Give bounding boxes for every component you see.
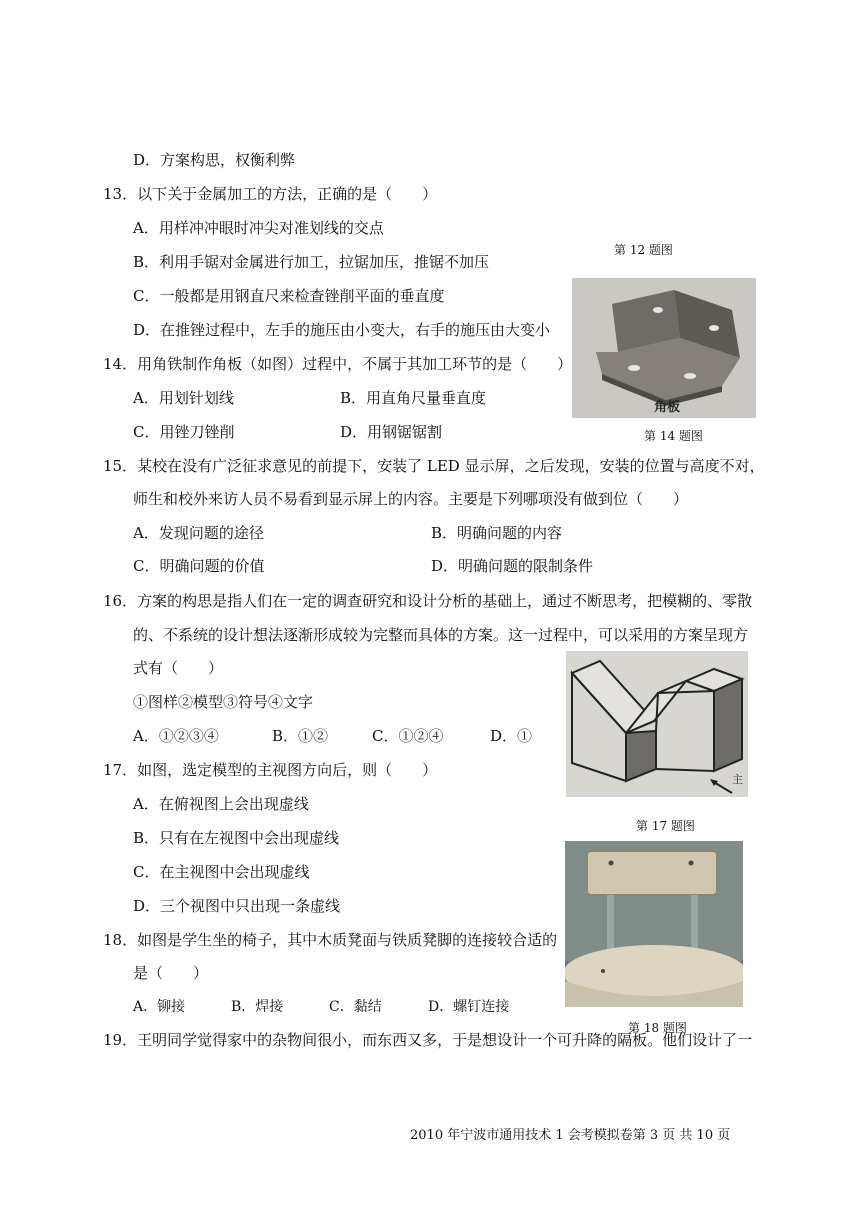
question-18-line-1: 18．如图是学生坐的椅子，其中木质凳面与铁质凳脚的连接较合适的 — [103, 931, 558, 949]
q17-option-c: C．在主视图中会出现虚线 — [133, 863, 310, 881]
q17-option-d: D．三个视图中只出现一条虚线 — [133, 897, 341, 915]
question-16-line-1: 16．方案的构思是指人们在一定的调查研究和设计分析的基础上，通过不断思考，把模糊的、零散 — [103, 592, 753, 610]
q14-option-b: B．用直角尺量垂直度 — [340, 389, 487, 407]
angle-plate-figure — [572, 278, 756, 418]
q13-option-b: B．利用手锯对金属进行加工，拉锯加压，推锯不加压 — [133, 253, 490, 271]
q14-option-c: C．用锉刀锉削 — [133, 423, 235, 441]
q16-option-a: A．①②③④ — [133, 727, 219, 745]
q18-option-b: B．焊接 — [231, 999, 284, 1015]
q15-option-a: A．发现问题的途径 — [133, 524, 264, 542]
figure-18-caption: 第 18 题图 — [628, 1021, 687, 1035]
q18-option-d: D．螺钉连接 — [428, 999, 510, 1015]
q17-option-b: B．只有在左视图中会出现虚线 — [133, 829, 340, 847]
question-14: 14．用角铁制作角板（如图）过程中，不属于其加工环节的是（ ） — [103, 355, 573, 373]
q14-option-d: D．用钢锯锯割 — [340, 423, 443, 441]
q16-option-d: D．① — [490, 727, 533, 745]
model-figure — [566, 651, 748, 797]
q16-option-c: C．①②④ — [372, 727, 444, 745]
q14-option-a: A．用划针划线 — [133, 389, 234, 407]
figure-14-caption: 第 14 题图 — [644, 429, 703, 443]
q15-option-c: C．明确问题的价值 — [133, 557, 265, 575]
figure-12-caption: 第 12 题图 — [614, 243, 673, 257]
question-16-line-3: 式有（ ） — [133, 659, 224, 677]
q16-option-b: B．①② — [272, 727, 329, 745]
q15-option-b: B．明确问题的内容 — [431, 524, 563, 542]
q15-option-d: D．明确问题的限制条件 — [431, 557, 594, 575]
page-footer: 2010 年宁波市通用技术 1 会考模拟卷第 3 页 共 10 页 — [410, 1128, 731, 1143]
question-17: 17．如图，选定模型的主视图方向后，则（ ） — [103, 761, 438, 779]
question-16-line-2: 的、不系统的设计想法逐渐形成较为完整而具体的方案。这一过程中，可以采用的方案呈现方 — [133, 626, 749, 644]
question-19: 19．王明同学觉得家中的杂物间很小，而东西又多，于是想设计一个可升降的隔板。他们设计了一 — [103, 1031, 753, 1049]
figure-17-caption: 第 17 题图 — [636, 819, 695, 833]
question-16-items: ①图样②模型③符号④文字 — [133, 693, 314, 711]
q18-option-c: C．黏结 — [329, 999, 382, 1015]
question-15-line-2: 师生和校外来访人员不易看到显示屏上的内容。主要是下列哪项没有做到位（ ） — [133, 490, 689, 508]
q12-option-d: D．方案构思，权衡利弊 — [133, 151, 296, 169]
q18-option-a: A．铆接 — [133, 999, 186, 1015]
angle-plate-label: 角板 — [654, 400, 681, 415]
q13-option-d: D．在推锉过程中，左手的施压由小变大，右手的施压由大变小 — [133, 321, 551, 339]
question-15-line-1: 15．某校在没有广泛征求意见的前提下，安装了 LED 显示屏，之后发现，安装的位置与高度不对， — [103, 457, 765, 475]
chair-photo — [565, 841, 743, 1007]
question-13: 13．以下关于金属加工的方法，正确的是（ ） — [103, 185, 438, 203]
q17-option-a: A．在俯视图上会出现虚线 — [133, 795, 309, 813]
front-view-arrow-label: 主 — [732, 773, 743, 786]
question-18-line-2: 是（ ） — [133, 964, 209, 982]
q13-option-a: A．用样冲冲眼时冲尖对准划线的交点 — [133, 219, 384, 237]
q13-option-c: C．一般都是用钢直尺来检查锉削平面的垂直度 — [133, 287, 445, 305]
